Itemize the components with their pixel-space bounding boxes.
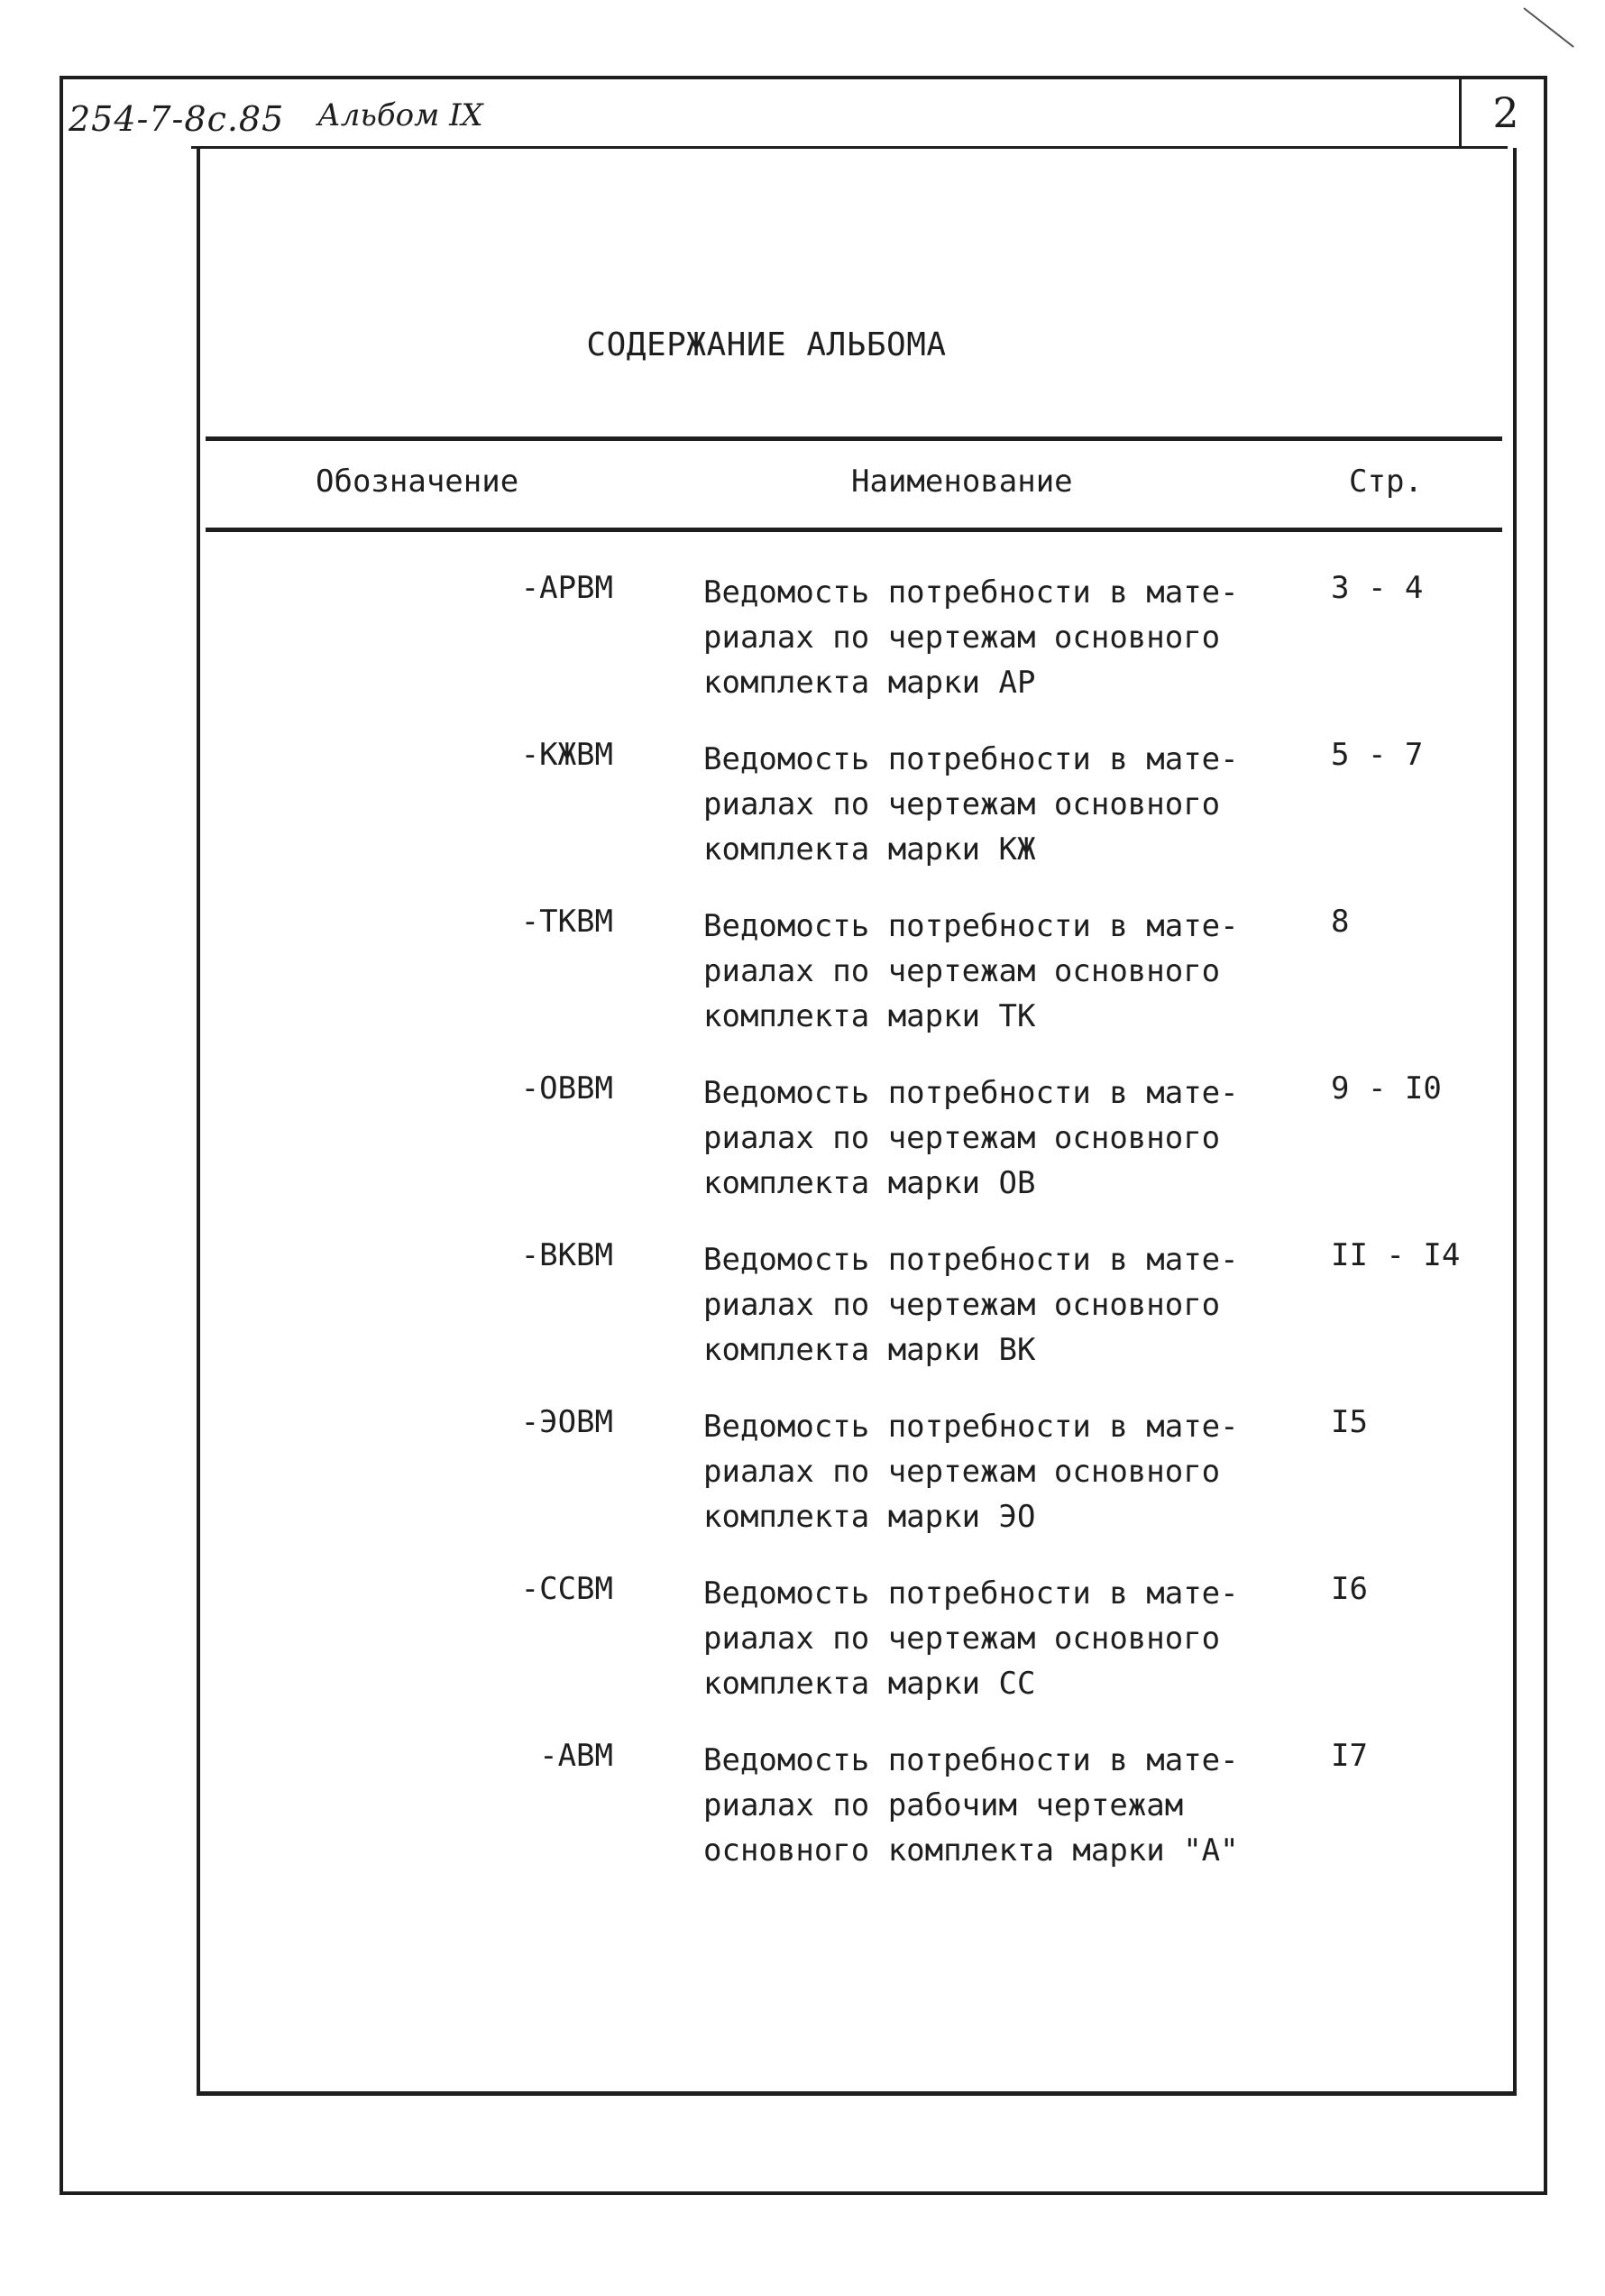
table-row [0,570,1605,737]
column-header-name: Наименование [851,464,1073,500]
page-number: 2 [1492,88,1519,137]
entry-pages: I7 [1331,1738,1368,1774]
entry-name-line: риалах по рабочим чертежам [703,1787,1184,1823]
entry-name-line: риалах по чертежам основного [703,1287,1221,1323]
table-row [0,904,1605,1070]
entry-name-line: Ведомость потребности в мате- [703,741,1239,777]
entry-designation: -ВКВМ [520,1237,613,1273]
entry-name-line: комплекта марки АР [703,665,1036,701]
entry-name-line: комплекта марки ОВ [703,1165,1036,1201]
entry-pages: 3 - 4 [1331,570,1424,606]
entry-name-line: риалах по чертежам основного [703,1621,1221,1657]
entry-pages: 8 [1331,904,1350,940]
table-header-bottom-rule [206,528,1502,532]
entry-name-line: комплекта марки СС [703,1666,1036,1702]
entry-designation: -АВМ [539,1738,613,1774]
entry-name [703,1571,1280,1706]
entry-name [703,1738,1280,1873]
column-header-page: Стр. [1349,464,1423,500]
entry-name-line: Ведомость потребности в мате- [703,1075,1239,1111]
entry-designation: -КЖВМ [520,737,613,773]
entry-name-line: риалах по чертежам основного [703,786,1221,822]
entry-name-line: Ведомость потребности в мате- [703,1242,1239,1278]
entry-designation: -ТКВМ [520,904,613,940]
entry-pages: 5 - 7 [1331,737,1424,773]
table-row [0,1738,1605,1905]
entry-name [703,1237,1280,1373]
entry-name-line: комплекта марки КЖ [703,831,1036,868]
entry-pages: I5 [1331,1404,1368,1440]
table-row [0,737,1605,904]
entry-name-line: риалах по чертежам основного [703,620,1221,656]
entry-pages: I6 [1331,1571,1368,1607]
entry-designation: -ОВВМ [520,1070,613,1107]
contents-table [0,570,1605,1905]
document-code: 254-7-8c.85 [69,99,285,139]
table-row [0,1571,1605,1738]
entry-designation: -ЭОВМ [520,1404,613,1440]
entry-name [703,1070,1280,1206]
entry-name [703,737,1280,872]
entry-name-line: Ведомость потребности в мате- [703,908,1239,944]
corner-scratch-mark [1523,7,1573,48]
entry-pages: 9 - I0 [1331,1070,1442,1107]
entry-name-line: Ведомость потребности в мате- [703,574,1239,611]
entry-name [703,570,1280,705]
table-row [0,1237,1605,1404]
column-header-designation: Обозначение [316,464,519,500]
entry-name-line: комплекта марки ЭО [703,1499,1036,1535]
entry-name-line: Ведомость потребности в мате- [703,1575,1239,1612]
entry-pages: II - I4 [1331,1237,1461,1273]
entry-name [703,1404,1280,1539]
entry-name-line: Ведомость потребности в мате- [703,1742,1239,1778]
table-header-top-rule [206,436,1502,441]
page-title: СОДЕРЖАНИЕ АЛЬБОМА [586,326,947,363]
entry-name [703,904,1280,1039]
entry-name-line: Ведомость потребности в мате- [703,1409,1239,1445]
album-label: Альбом IX [317,97,483,133]
entry-designation: -ССВМ [520,1571,613,1607]
entry-name-line: комплекта марки ВК [703,1332,1036,1368]
entry-name-line: риалах по чертежам основного [703,1454,1221,1490]
entry-designation: -АРВМ [520,570,613,606]
entry-name-line: основного комплекта марки "А" [703,1832,1239,1869]
entry-name-line: риалах по чертежам основного [703,953,1221,989]
entry-name-line: риалах по чертежам основного [703,1120,1221,1156]
table-row [0,1070,1605,1237]
entry-name-line: комплекта марки ТК [703,998,1036,1034]
table-row [0,1404,1605,1571]
